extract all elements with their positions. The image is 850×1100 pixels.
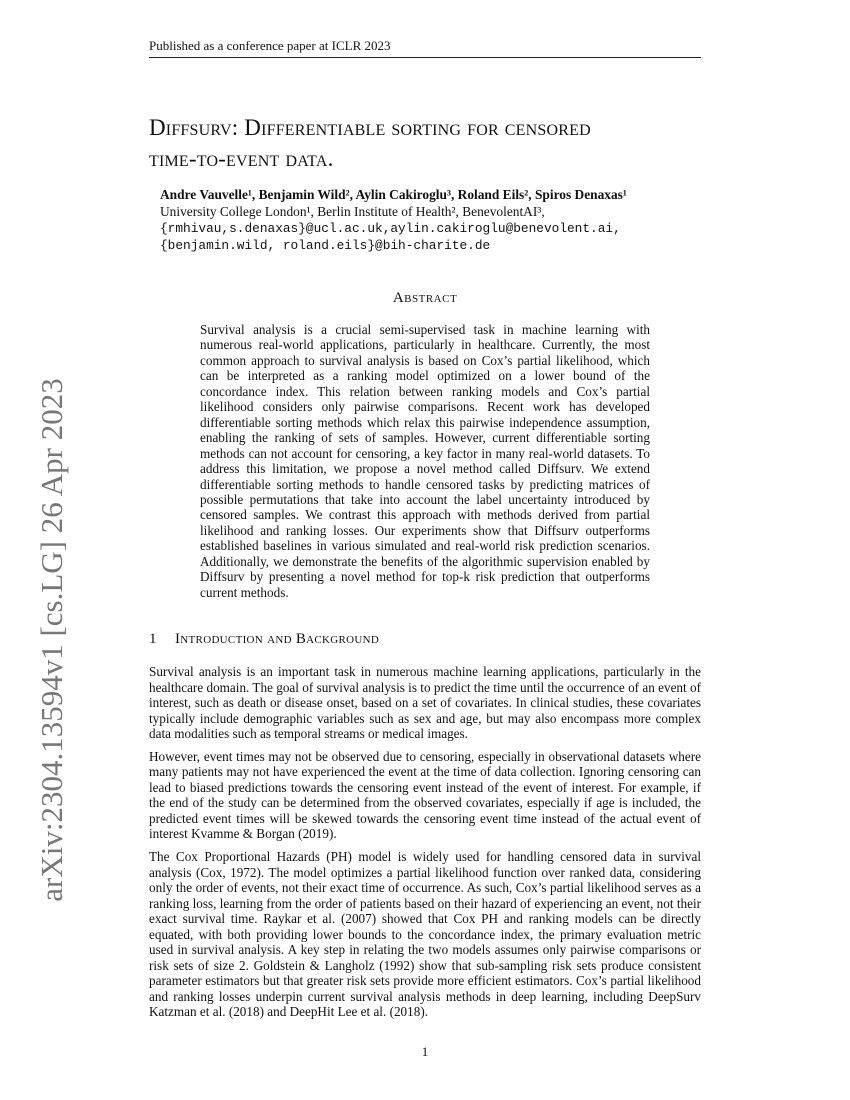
abstract-text: Survival analysis is a crucial semi-supervised task in machine learning with numerous real-world applications, particularly in healthcare. Currently, the most common approach to survival analysis is based on Cox’s partial likelihood, which can be interpreted as a ranking model optimized on a lower bound of the concordance index. This relation between ranking models and Cox’s partial likelihood considers only pairwise comparisons. Recent work has developed differentiable sorting methods which relax this pairwise independence assumption, enabling the ranking of sets of samples. However, current differentiable sorting methods can not account for censoring, a key factor in many real-world datasets. To address this limitation, we propose a novel method called Diffsurv. We extend differentiable sorting methods to handle censored tasks by predicting matrices of possible permutations that take into account the label uncertainty introduced by censored samples. We contrast this approach with methods derived from partial likelihood and ranking losses. Our experiments show that Diffsurv outperforms established baselines in various simulated and real-world risk prediction scenarios. Additionally, we demonstrate the benefits of the algorithmic supervision enabled by Diffsurv by presenting a novel method for top-k risk prediction that outperforms current methods. <box>200 322 650 600</box>
body-paragraph-1: Survival analysis is an important task in numerous machine learning applications, particularly in the healthcare domain. The goal of survival analysis is to predict the time until the occurrence of an event of interest, such as death or disease onset, based on a set of covariates. In clinical studies, these covariates typically include demographic variables such as sex and age, but may also encompass more complex data modalities such as temporal streams or medical images. <box>149 664 701 742</box>
body-paragraph-3: The Cox Proportional Hazards (PH) model is widely used for handling censored data in survival analysis (Cox, 1972). The model optimizes a partial likelihood function over ranked data, considering only the order of events, not their exact time of occurrence. As such, Cox’s partial likelihood serves as a ranking loss, learning from the order of patients based on their hazard of experiencing an event, not their exact survival time. Raykar et al. (2007) showed that Cox PH and ranking models can be directly equated, with both providing lower bounds to the concordance index, the primary evaluation metric used in survival analysis. A key step in relating the two models assumes only pairwise comparisons or risk sets of size 2. Goldstein & Langholz (1992) show that sub-sampling risk sets produce consistent parameter estimators but that greater risk sets provide more efficient estimators. Cox’s partial likelihood and ranking losses underpin current survival analysis methods in deep learning, including DeepSurv Katzman et al. (2018) and DeepHit Lee et al. (2018). <box>149 849 701 1020</box>
author-block <box>160 186 700 254</box>
arxiv-side-stamp: arXiv:2304.13594v1 [cs.LG] 26 Apr 2023 <box>34 378 69 902</box>
running-header: Published as a conference paper at ICLR 2023 <box>149 38 701 58</box>
title-line-1: Diffsurv: Differentiable sorting for censored <box>149 115 591 140</box>
author-emails-line-2: {benjamin.wild, roland.eils}@bih-charite.de <box>160 238 491 253</box>
section-title: Introduction and Background <box>175 631 380 647</box>
title-line-2: time-to-event data. <box>149 146 334 171</box>
author-names: Andre Vauvelle¹, Benjamin Wild², Aylin Cakiroglu³, Roland Eils², Spiros Denaxas¹ <box>160 187 627 202</box>
author-affiliations: University College London¹, Berlin Institute of Health², BenevolentAI³, <box>160 204 545 219</box>
body-paragraph-2: However, event times may not be observed due to censoring, especially in observational datasets where many patients may not have experienced the event at the time of data collection. Ignoring censoring can lead to biased predictions towards the censoring event instead of the event of interest. For example, if the end of the study can be determined from the observed covariates, especially if age is included, the predicted event times will be skewed towards the censoring event time instead of the actual event of interest Kvamme & Borgan (2019). <box>149 748 701 842</box>
section-body <box>149 664 701 1027</box>
abstract-heading: Abstract <box>392 290 458 306</box>
section-heading <box>149 631 701 648</box>
author-emails-line-1: {rmhivau,s.denaxas}@ucl.ac.uk,aylin.cakiroglu@benevolent.ai, <box>160 221 621 236</box>
section-number: 1 <box>149 631 157 647</box>
page-number: 1 <box>421 1044 429 1059</box>
paper-title <box>149 112 709 174</box>
